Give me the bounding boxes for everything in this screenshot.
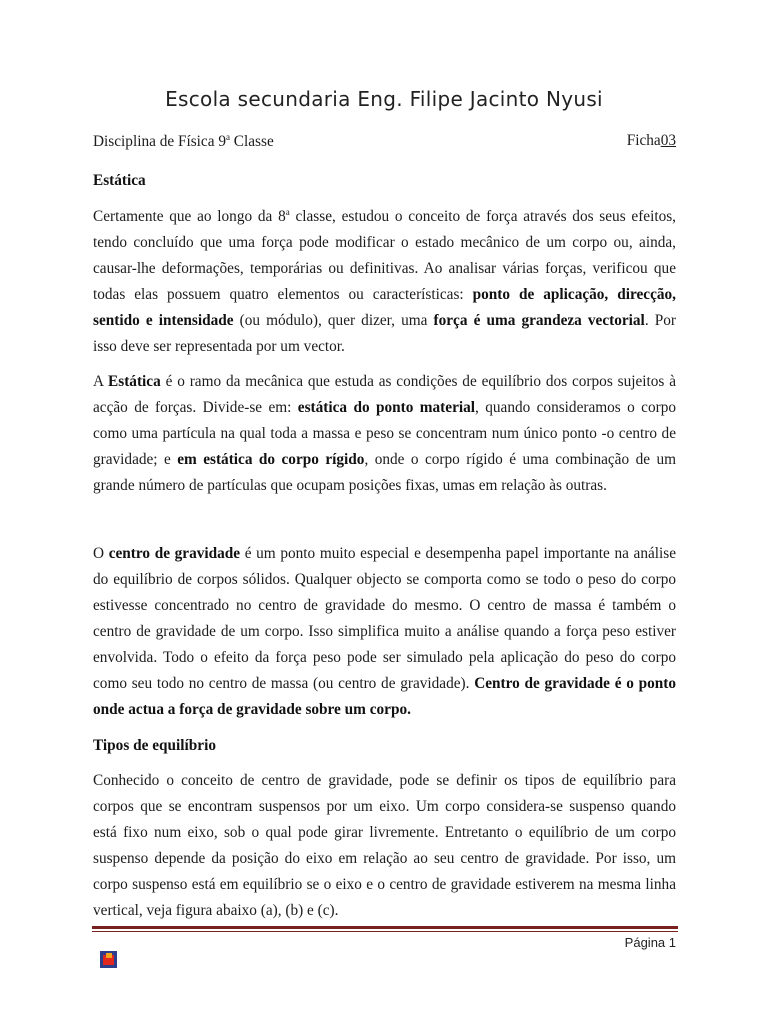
bold-run: em estática do corpo rígido <box>177 451 365 468</box>
text-run: Certamente que ao longo da 8 <box>93 208 286 226</box>
p4-line: vertical, veja figura abaixo (a), (b) e (c). <box>93 902 339 919</box>
text-run: é um ponto muito especial e desempenha papel importante na análise <box>240 545 676 562</box>
bold-run: força é uma grandeza vectorial <box>433 312 645 329</box>
p2-line: como uma partícula na qual toda a massa e peso se concentram num único ponto -o centro de <box>93 425 676 442</box>
text-run: como seu todo no centro de massa (ou centro de gravidade). <box>93 675 475 692</box>
p3-line <box>93 675 676 693</box>
page-number: Página 1 <box>624 935 676 950</box>
discipline-label <box>93 133 274 150</box>
p1-line <box>93 286 676 304</box>
p1-line: causar-lhe deformações, temporárias ou definitivas. Ao analisar várias forças, verificou que <box>93 260 676 277</box>
superscript: a <box>285 207 290 217</box>
bold-run: onde actua a força de gravidade sobre um corpo. <box>93 701 411 718</box>
subject-line <box>93 132 676 151</box>
bold-run: sentido e intensidade <box>93 312 234 329</box>
discipline-class: Classe <box>229 133 274 151</box>
sheet-prefix: Ficha <box>626 132 661 149</box>
text-run: é o ramo da mecânica que estuda as condições de equilíbrio dos corpos sujeitos à <box>160 373 676 390</box>
text-run: todas elas possuem quatro elementos ou características: <box>93 286 473 303</box>
footer-rule <box>92 926 678 929</box>
p4-line: corpos que se encontram suspensos por um eixo. Um corpo considera-se suspenso quando <box>93 798 676 815</box>
text-run: A <box>93 373 109 390</box>
p1-line: isso deve ser representada por um vector. <box>93 338 345 355</box>
p3-line: estivesse concentrado no centro de gravidade do mesmo. O centro de massa é também o <box>93 597 676 614</box>
p3-line: centro de gravidade de um corpo. Isso simplifica muito a análise quando a força peso estiver <box>93 623 676 640</box>
discipline-superscript: a <box>225 132 230 142</box>
p1-line <box>93 312 676 330</box>
p1-line <box>93 207 676 226</box>
p3-line: do equilíbrio de corpos sólidos. Qualquer objecto se comporta como se todo o peso do corpo <box>93 571 676 588</box>
p4-line: suspenso depende da posição do eixo em relação ao seu centro de gravidade. Por isso, um <box>93 850 676 867</box>
p3-line <box>93 545 676 563</box>
bold-run: Centro de gravidade é o ponto <box>474 675 676 692</box>
heading-statics: Estática <box>93 172 146 189</box>
bold-run: Estática <box>108 373 161 390</box>
text-run: . Por <box>644 312 676 329</box>
text-run: , quando consideramos o corpo <box>475 399 677 416</box>
text-run: (ou módulo), quer dizer, uma <box>233 312 434 329</box>
discipline-text: Disciplina de Física 9 <box>93 133 226 151</box>
p4-line: corpo suspenso está em equilíbrio se o eixo e o centro de gravidade estiverem na mesma linha <box>93 876 676 893</box>
p2-line <box>93 399 676 417</box>
text-run: acção de forças. Divide-se em: <box>93 399 298 416</box>
p4-line: está fixo num eixo, sob o qual pode girar livremente. Entretanto o equilíbrio de um corpo <box>93 824 676 841</box>
heading-equilibrium-types: Tipos de equilíbrio <box>93 737 216 754</box>
document-title: Escola secundaria Eng. Filipe Jacinto Nyusi <box>165 87 603 111</box>
school-logo-icon <box>100 951 117 968</box>
text-run: gravidade; e <box>93 451 178 468</box>
p2-line <box>93 373 676 391</box>
p1-line: tendo concluído que uma força pode modificar o estado mecânico de um corpo ou, ainda, <box>93 234 676 251</box>
bold-run: ponto de aplicação, direcção, <box>472 286 676 303</box>
p2-line: grande número de partículas que ocupam posições fixas, umas em relação às outras. <box>93 477 607 494</box>
text-run: O <box>93 545 109 562</box>
text-run: , onde o corpo rígido é uma combinação de um <box>364 451 676 468</box>
footer-rule-thin <box>92 931 678 932</box>
sheet-number: 03 <box>660 132 676 149</box>
p3-line <box>93 701 676 719</box>
p2-line <box>93 451 676 469</box>
bold-run: estática do ponto material <box>297 399 476 416</box>
sheet-label <box>627 132 676 150</box>
p4-line: Conhecido o conceito de centro de gravidade, pode se definir os tipos de equilíbrio para <box>93 772 676 789</box>
p3-line: envolvida. Todo o efeito da força peso pode ser simulado pela aplicação do peso do corpo <box>93 649 676 666</box>
bold-run: centro de gravidade <box>108 545 241 562</box>
text-run: classe, estudou o conceito de força através dos seus efeitos, <box>289 208 676 226</box>
